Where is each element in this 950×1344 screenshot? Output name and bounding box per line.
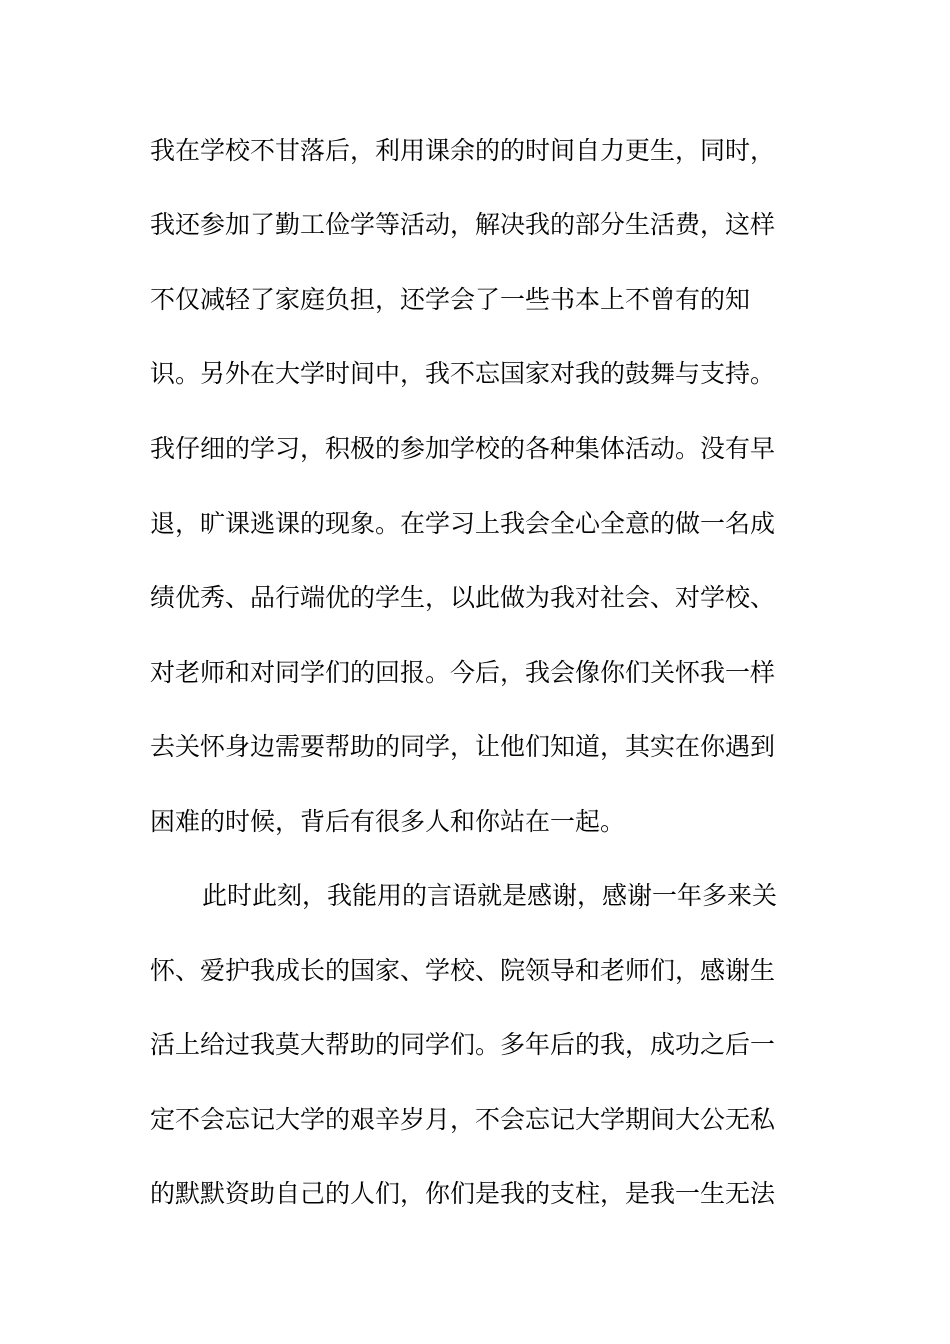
text-line: 困难的时候，背后有很多人和你站在一起。 [150, 807, 626, 836]
text-line: 我仔细的学习，积极的参加学校的各种集体活动。没有早 [150, 434, 776, 463]
paragraph-first-line: 此时此刻，我能用的言语就是感谢，感谢一年多来关 [202, 881, 778, 910]
text-line: 怀、爱护我成长的国家、学校、院领导和老师们，感谢生 [150, 956, 776, 985]
text-line: 的默默资助自己的人们，你们是我的支柱，是我一生无法 [150, 1179, 776, 1208]
text-line: 识。另外在大学时间中，我不忘国家对我的鼓舞与支持。 [150, 359, 776, 388]
text-line: 我在学校不甘落后，利用课余的的时间自力更生，同时， [150, 136, 776, 165]
text-line: 去关怀身边需要帮助的同学，让他们知道，其实在你遇到 [150, 732, 776, 761]
text-line: 定不会忘记大学的艰辛岁月，不会忘记大学期间大公无私 [150, 1105, 776, 1134]
text-line: 对老师和对同学们的回报。今后，我会像你们关怀我一样 [150, 658, 776, 687]
text-line: 我还参加了勤工俭学等活动，解决我的部分生活费，这样 [150, 210, 776, 239]
text-line: 绩优秀、品行端优的学生，以此做为我对社会、对学校、 [150, 583, 776, 612]
text-line: 不仅减轻了家庭负担，还学会了一些书本上不曾有的知 [150, 285, 751, 314]
text-line: 退，旷课逃课的现象。在学习上我会全心全意的做一名成 [150, 509, 776, 538]
text-line: 活上给过我莫大帮助的同学们。多年后的我，成功之后一 [150, 1030, 776, 1059]
